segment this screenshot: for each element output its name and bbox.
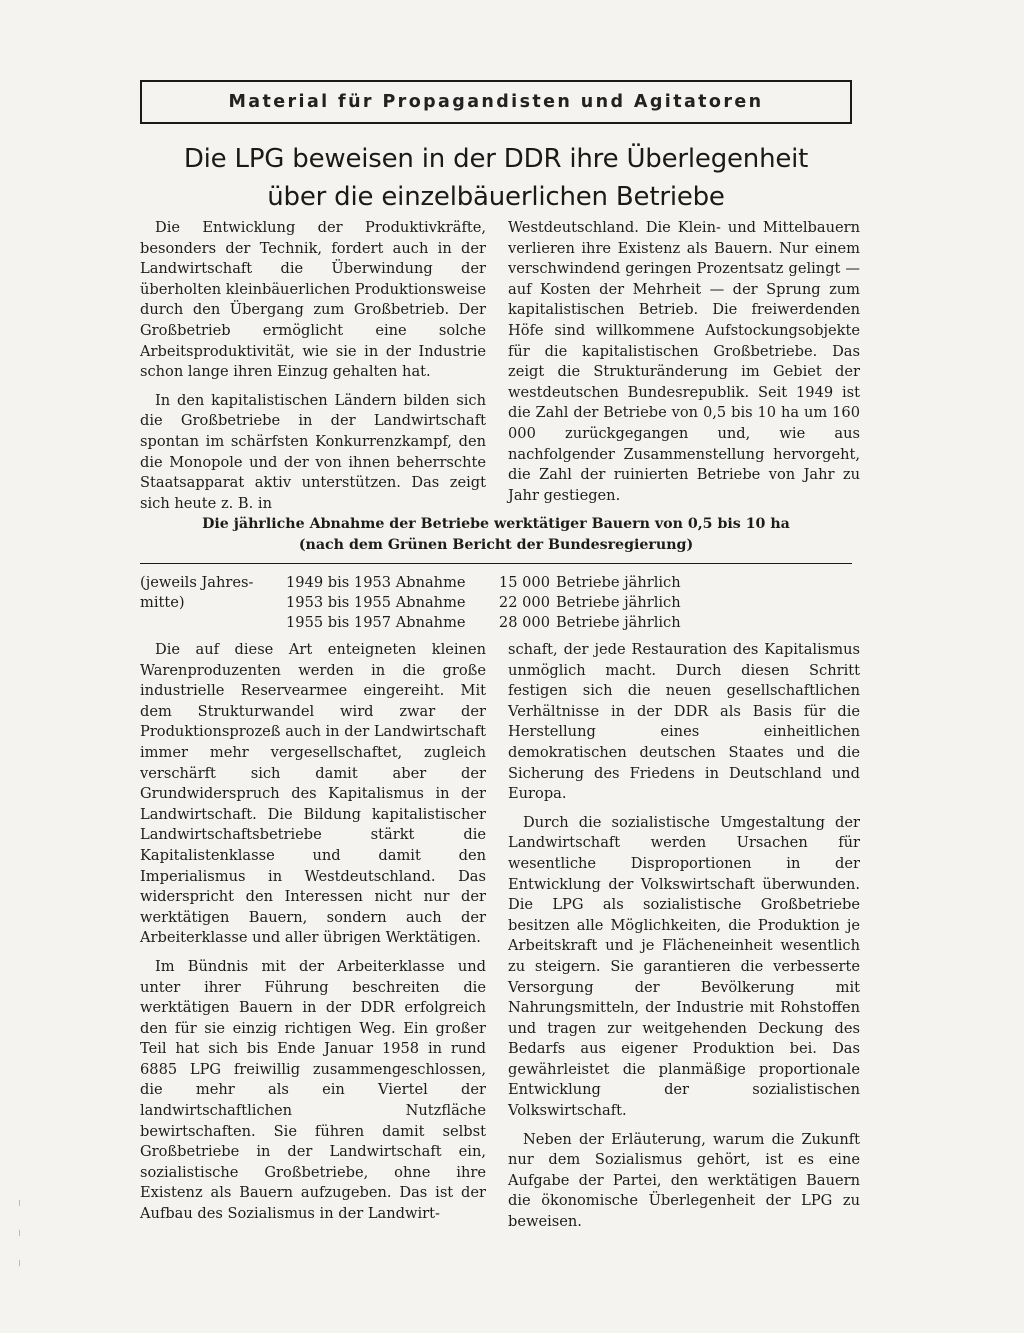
article-title-line-1: Die LPG beweisen in der DDR ihre Überlegenheit: [183, 144, 809, 174]
table-divider: [140, 563, 852, 564]
table-caption: [140, 514, 852, 556]
table-period: 1949 bis 1953: [286, 574, 392, 591]
paragraph: Im Bündnis mit der Arbeiterklasse und unter ihrer Führung beschreiten die werktätigen Bauern in der DDR erfolgreich den für sie einzig richtigen Weg. Ein großer Teil hat sich bis Ende Januar 1958 in rund 6885 LPG freiwillig zusammengeschlossen, die mehr als ein Viertel der landwirtschaftlichen Nutzfläche bewirtschaften. Sie führen damit selbst Großbetriebe in der Landwirtschaft ein, sozialistische Großbetriebe, ohne ihre Existenz als Bauern aufzugeben. Das ist der Aufbau des Sozialismus in der Landwirt-: [140, 957, 486, 1223]
table-row: [140, 593, 681, 613]
table-unit: Betriebe jährlich: [556, 574, 681, 591]
table-period: 1953 bis 1955: [286, 594, 392, 612]
paragraph: schaft, der jede Restauration des Kapitalismus unmöglich macht. Durch diesen Schritt festigen sich die neuen gesellschaftlichen Verhältnisse in der DDR als Basis für die Herstellung eines einheitlichen demokratischen deutschen Staates und die Sicherung des Friedens in Deutschland und Europa.: [508, 641, 860, 803]
upper-left-column: [140, 218, 486, 514]
table-label-line-1: (jeweils Jahres-: [140, 574, 254, 591]
paragraph: Die auf diese Art enteigneten kleinen Warenproduzenten werden in die große industrielle Reservearmee eingereiht. Mit dem Strukturwandel wird zwar der Produktionsprozeß auch in der Landwirtschaft immer mehr vergesellschaftet, zugleich verschärft sich damit aber der Grundwiderspruch des Kapitalismus in der Landwirtschaft. Die Bildung kapitalistischer Landwirtschaftsbetriebe stärkt die Kapitalistenklasse und damit den Imperialismus in Westdeutschland. Das widerspricht den Interessen nicht nur der werktätigen Bauern, sondern auch der Arbeiterklasse und aller übrigen Werktätigen.: [140, 641, 486, 947]
table-row: [140, 573, 681, 593]
lower-left-column: [140, 640, 486, 1225]
paragraph: In den kapitalistischen Ländern bilden sich die Großbetriebe in der Landwirtschaft spontan im schärfsten Konkurrenzkampf, den die Monopole und der von ihnen beherrschte Staatsapparat aktiv unterstützen. Das zeigt sich heute z. B. in: [140, 391, 486, 512]
table-word: Abnahme: [395, 574, 466, 591]
table-amount: 22 000: [498, 594, 550, 612]
table-period: 1955 bis 1957: [286, 614, 392, 632]
table-word: Abnahme: [395, 614, 466, 632]
table-unit: Betriebe jährlich: [556, 594, 681, 612]
table-unit: Betriebe jährlich: [556, 614, 681, 632]
upper-right-column: [508, 218, 860, 506]
table-amount: 28 000: [498, 614, 550, 632]
decline-table: [140, 573, 681, 634]
paragraph: Durch die sozialistische Umgestaltung der Landwirtschaft werden Ursachen für wesentliche Disproportionen in der Entwicklung der Volkswirtschaft überwunden. Die LPG als sozialistische Großbetriebe besitzen alle Möglichkeiten, die Produktion je Arbeitskraft und je Flächeneinheit wesentlich zu steigern. Sie garantieren die verbesserte Versorgung der Bevölkerung mit Nahrungsmitteln, der Industrie mit Rohstoffen und tragen zur weitgehenden Deckung des Bedarfs aus eigener Produktion bei. Das gewährleistet die planmäßige proportionale Entwicklung der sozialistischen Volkswirtschaft.: [508, 813, 860, 1120]
paragraph: Westdeutschland. Die Klein- und Mittelbauern verlieren ihre Existenz als Bauern. Nur einem verschwindend geringen Prozentsatz gelingt — auf Kosten der Mehrheit — der Sprung zum kapitalistischen Betrieb. Die freiwerdenden Höfe sind willkommene Aufstockungsobjekte für die kapitalistischen Großbetriebe. Das zeigt die Strukturänderung im Gebiet der westdeutschen Bundesrepublik. Seit 1949 ist die Zahl der Betriebe von 0,5 bis 10 ha um 160 000 zurückgegangen und, wie aus nachfolgender Zusammenstellung hervorgeht, die Zahl der ruinierten Betriebe von Jahr zu Jahr gestiegen.: [508, 219, 860, 504]
article-title-line-2: über die einzelbäuerlichen Betriebe: [267, 182, 725, 212]
table-amount: 15 000: [498, 574, 550, 591]
lower-right-column: [508, 640, 860, 1233]
paragraph: Die Entwicklung der Produktivkräfte, besonders der Technik, fordert auch in der Landwirtschaft die Überwindung der überholten kleinbäuerlichen Produktionsweise durch den Übergang zum Großbetrieb. Der Großbetrieb ermöglicht eine solche Arbeitsproduktivität, wie sie in der Industrie schon lange ihren Einzug gehalten hat.: [140, 219, 486, 381]
table-caption-line-1: Die jährliche Abnahme der Betriebe werktätiger Bauern von 0,5 bis 10 ha: [202, 516, 790, 532]
paragraph: Neben der Erläuterung, warum die Zukunft nur dem Sozialismus gehört, ist es eine Aufgabe der Partei, den werktätigen Bauern die ökonomische Überlegenheit der LPG zu beweisen.: [508, 1130, 860, 1231]
table-label-line-2: mitte): [140, 594, 185, 612]
article-title: [140, 140, 852, 216]
table-word: Abnahme: [395, 594, 466, 612]
scan-specks: [18, 1200, 22, 1300]
table-row: [140, 613, 681, 633]
section-header-label: Material für Propagandisten und Agitatoren: [228, 92, 764, 112]
table-caption-line-2: (nach dem Grünen Bericht der Bundesregierung): [298, 537, 694, 553]
section-header-box: [140, 80, 852, 124]
